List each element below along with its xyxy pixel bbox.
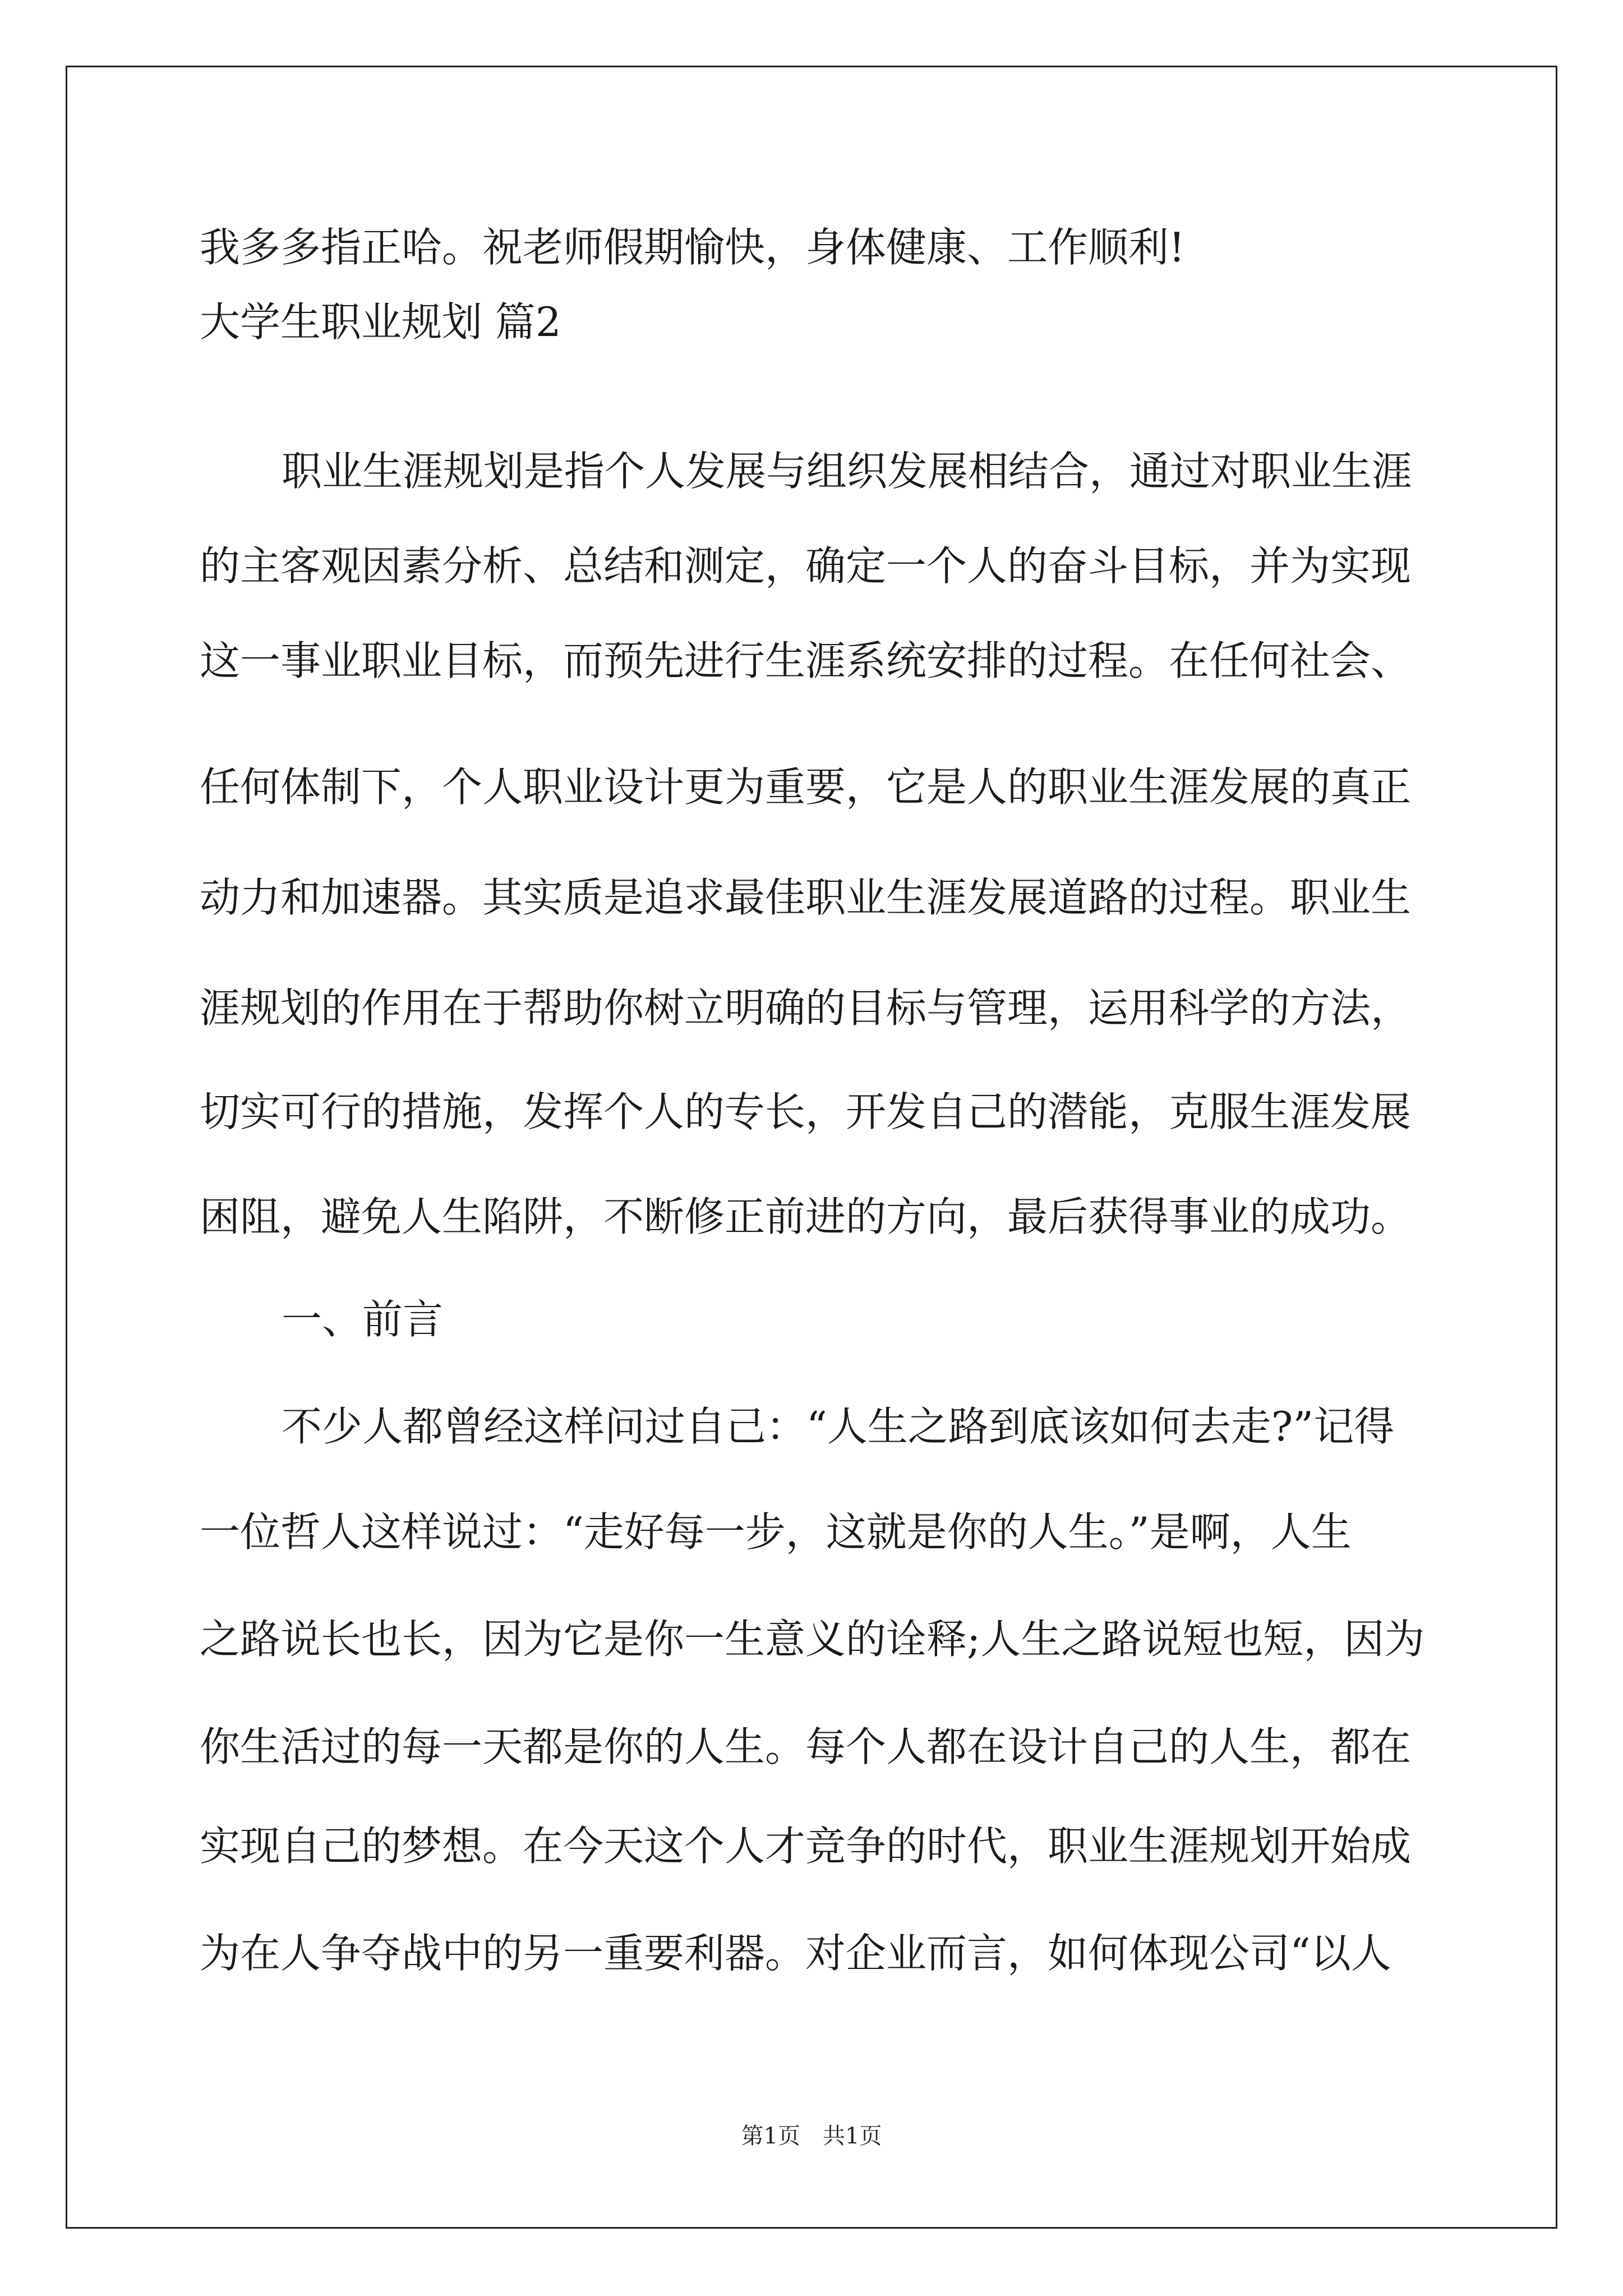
paragraph-line: 困阻，避免人生陷阱，不断修正前进的方向，最后获得事业的成功。: [200, 1193, 1412, 1240]
text-line: 我多多指正哈。祝老师假期愉快，身体健康、工作顺利!: [200, 224, 1185, 271]
paragraph-line: 你生活过的每一天都是你的人生。每个人都在设计自己的人生，都在: [200, 1723, 1412, 1770]
section-title: 大学生职业规划 篇2: [200, 298, 561, 346]
paragraph-line: 为在人争夺战中的另一重要利器。对企业而言，如何体现公司“以人: [200, 1930, 1391, 1977]
paragraph-line: 动力和加速器。其实质是追求最佳职业生涯发展道路的过程。职业生: [200, 874, 1412, 921]
subheading: 一、前言: [282, 1296, 444, 1343]
paragraph-line: 一位哲人这样说过：“走好每一步，这就是你的人生。”是啊，人生: [200, 1508, 1352, 1556]
paragraph-line: 不少人都曾经这样问过自己：“人生之路到底该如何去走?”记得: [282, 1403, 1395, 1450]
paragraph-line: 实现自己的梦想。在今天这个人才竞争的时代，职业生涯规划开始成: [200, 1823, 1412, 1870]
paragraph-line: 切实可行的措施，发挥个人的专长，开发自己的潜能，克服生涯发展: [200, 1088, 1412, 1135]
paragraph-line: 涯规划的作用在于帮助你树立明确的目标与管理，运用科学的方法，: [200, 984, 1412, 1032]
page-footer: 第1页 共1页: [741, 2123, 882, 2149]
paragraph-line: 这一事业职业目标，而预先进行生涯系统安排的过程。在任何社会、: [200, 637, 1412, 684]
page-border: [66, 66, 1557, 2229]
paragraph-line: 任何体制下，个人职业设计更为重要，它是人的职业生涯发展的真正: [200, 763, 1412, 811]
paragraph-line: 之路说长也长，因为它是你一生意义的诠释;人生之路说短也短，因为: [200, 1616, 1425, 1663]
paragraph-line: 的主客观因素分析、总结和测定，确定一个人的奋斗目标，并为实现: [200, 542, 1412, 590]
paragraph-line: 职业生涯规划是指个人发展与组织发展相结合，通过对职业生涯: [282, 448, 1413, 495]
